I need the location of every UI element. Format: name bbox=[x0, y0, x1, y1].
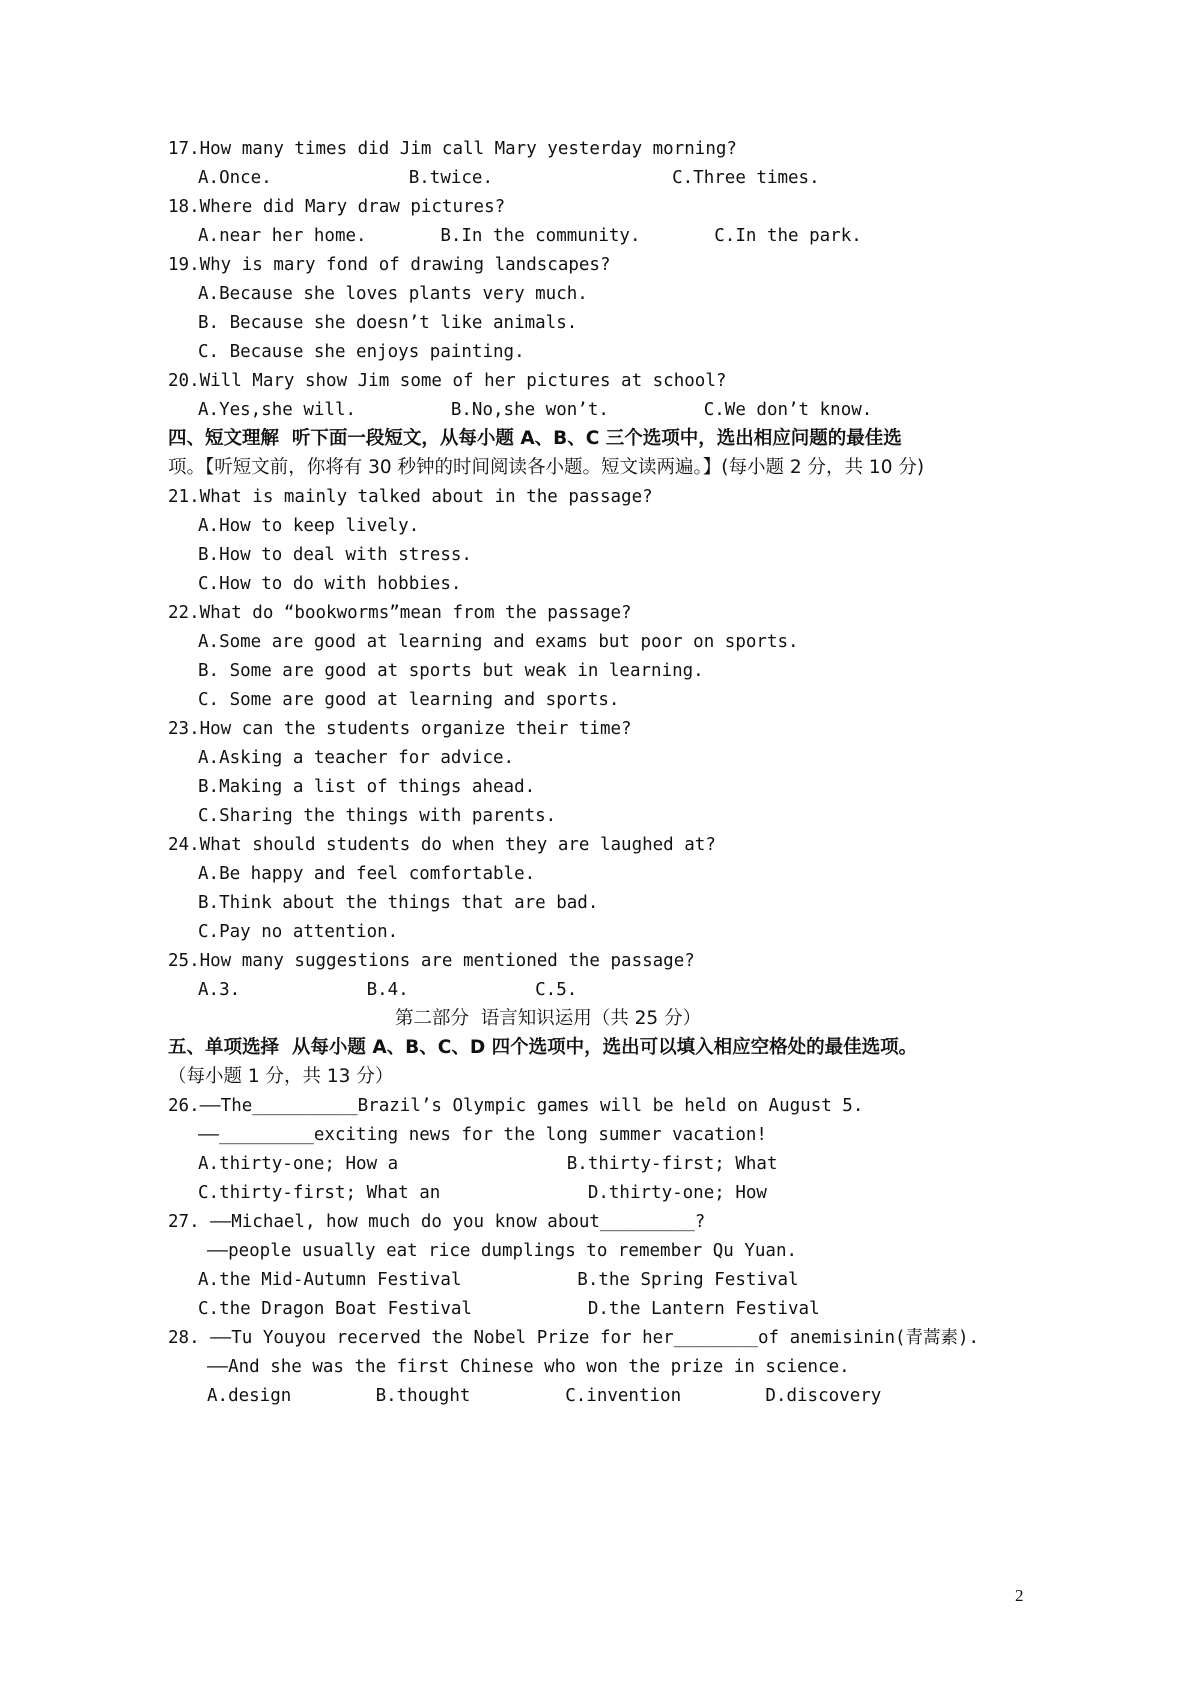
question-24-option-c: C.Pay no attention. bbox=[198, 922, 399, 942]
page-number: 2 bbox=[1015, 1586, 1024, 1605]
section-4-instructions: 项。【听短文前，你将有 30 秒钟的时间阅读各小题。短文读两遍。】(每小题 2 分，共 10 分) bbox=[168, 457, 925, 478]
question-26-options-ab: A.thirty-one; How a B.thirty-first; What bbox=[198, 1154, 778, 1174]
question-23-option-b: B.Making a list of things ahead. bbox=[198, 777, 536, 797]
question-20-options: A.Yes,she will. B.No,she won’t. C.We don’t know. bbox=[198, 400, 873, 420]
question-19-option-c: C. Because she enjoys painting. bbox=[198, 342, 525, 362]
question-21-option-a: A.How to keep lively. bbox=[198, 516, 420, 536]
question-17: 17.How many times did Jim call Mary yesterday morning? bbox=[168, 139, 737, 159]
question-24-option-a: A.Be happy and feel comfortable. bbox=[198, 864, 536, 884]
question-27: 27. ——Michael, how much do you know about_________? bbox=[168, 1212, 706, 1232]
question-28-options: A.design B.thought C.invention D.discovery bbox=[207, 1386, 882, 1406]
question-21-option-b: B.How to deal with stress. bbox=[198, 545, 472, 565]
part-2-heading: 第二部分 语言知识运用（共 25 分） bbox=[395, 1008, 702, 1029]
question-21-option-c: C.How to do with hobbies. bbox=[198, 574, 462, 594]
question-27-options-ab: A.the Mid-Autumn Festival B.the Spring Festival bbox=[198, 1270, 799, 1290]
question-17-options: A.Once. B.twice. C.Three times. bbox=[198, 168, 820, 188]
question-23-option-c: C.Sharing the things with parents. bbox=[198, 806, 557, 826]
question-26: 26.——The__________Brazil’s Olympic games will be held on August 5. bbox=[168, 1096, 864, 1116]
question-26-options-cd: C.thirty-first; What an D.thirty-one; How bbox=[198, 1183, 767, 1203]
question-25-options: A.3. B.4. C.5. bbox=[198, 980, 578, 1000]
question-19-option-b: B. Because she doesn’t like animals. bbox=[198, 313, 578, 333]
section-5-scoring: （每小题 1 分，共 13 分） bbox=[168, 1066, 394, 1087]
question-18-options: A.near her home. B.In the community. C.In the park. bbox=[198, 226, 862, 246]
question-24: 24.What should students do when they are laughed at? bbox=[168, 835, 716, 855]
question-18: 18.Where did Mary draw pictures? bbox=[168, 197, 506, 217]
section-5-heading: 五、单项选择 从每小题 A、B、C、D 四个选项中，选出可以填入相应空格处的最佳选项。 bbox=[168, 1037, 918, 1058]
question-28: 28. ——Tu Youyou recerved the Nobel Prize for her________of anemisinin(青蒿素). bbox=[168, 1328, 980, 1348]
question-27-options-cd: C.the Dragon Boat Festival D.the Lantern Festival bbox=[198, 1299, 820, 1319]
question-22-option-a: A.Some are good at learning and exams but poor on sports. bbox=[198, 632, 799, 652]
question-22: 22.What do “bookworms”mean from the passage? bbox=[168, 603, 632, 623]
section-4-heading: 四、短文理解 听下面一段短文，从每小题 A、B、C 三个选项中，选出相应问题的最佳选 bbox=[168, 428, 902, 449]
question-24-option-b: B.Think about the things that are bad. bbox=[198, 893, 599, 913]
question-22-option-b: B. Some are good at sports but weak in learning. bbox=[198, 661, 704, 681]
question-25: 25.How many suggestions are mentioned the passage? bbox=[168, 951, 695, 971]
question-23-option-a: A.Asking a teacher for advice. bbox=[198, 748, 515, 768]
question-23: 23.How can the students organize their time? bbox=[168, 719, 632, 739]
question-19-option-a: A.Because she loves plants very much. bbox=[198, 284, 588, 304]
question-22-option-c: C. Some are good at learning and sports. bbox=[198, 690, 620, 710]
question-21: 21.What is mainly talked about in the passage? bbox=[168, 487, 653, 507]
question-27-response: ——people usually eat rice dumplings to remember Qu Yuan. bbox=[207, 1241, 798, 1261]
question-20: 20.Will Mary show Jim some of her pictures at school? bbox=[168, 371, 727, 391]
question-28-response: ——And she was the first Chinese who won the prize in science. bbox=[207, 1357, 850, 1377]
question-19: 19.Why is mary fond of drawing landscapes? bbox=[168, 255, 611, 275]
question-26-response: ——_________exciting news for the long summer vacation! bbox=[198, 1125, 767, 1145]
